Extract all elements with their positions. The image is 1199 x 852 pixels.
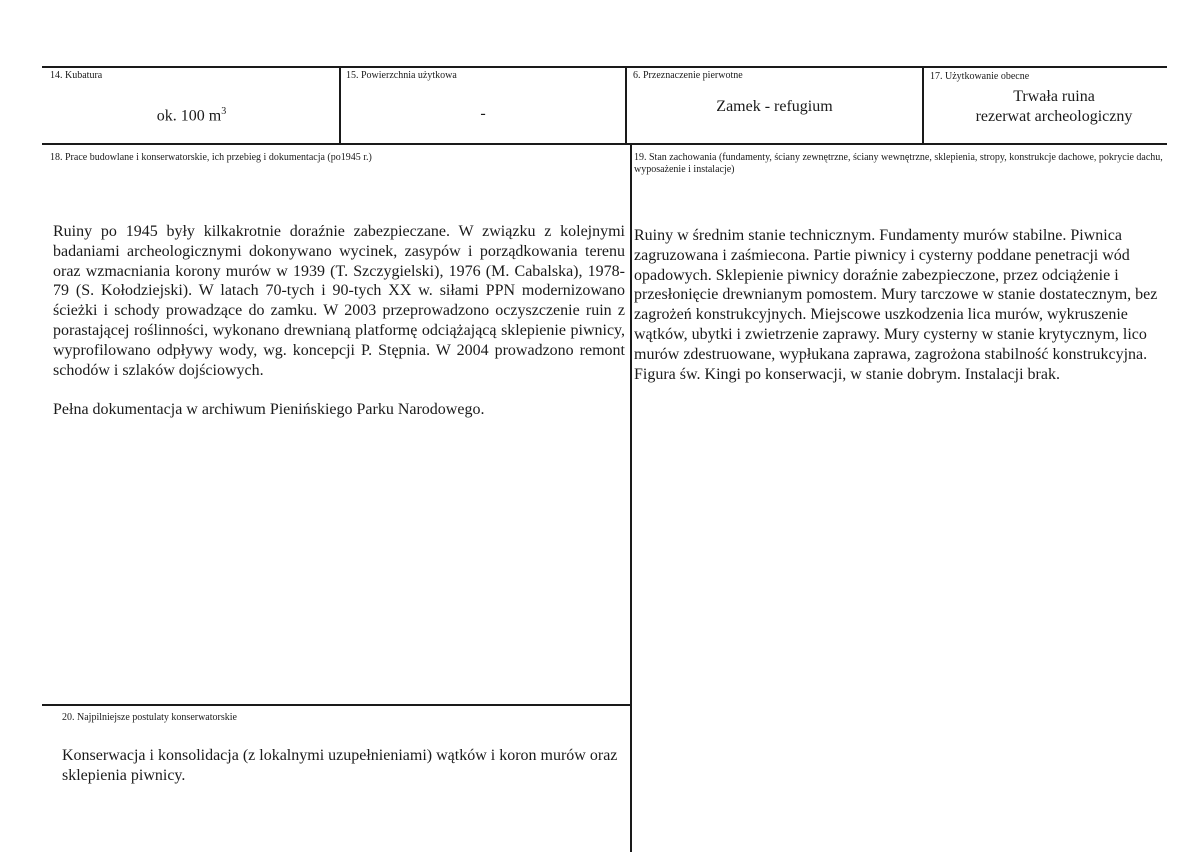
prace-label: 18. Prace budowlane i konserwatorskie, ich przebieg i dokumentacja (po1945 r.) <box>50 152 372 163</box>
kubatura-label: 14. Kubatura <box>50 70 103 81</box>
row1-bottom-border <box>42 143 1167 145</box>
prace-paragraph-2: Pełna dokumentacja w archiwum Pienińskiego Parku Narodowego. <box>53 401 485 419</box>
prace-paragraph-1: Ruiny po 1945 były kilkakrotnie doraźnie zabezpieczane. W związku z kolejnymi badaniami archeologicznymi dokonywano wycinek, zasypów i porządkowania terenu oraz wzmacniania korony murów w 1939 (T. Szczygielski), 1976 (M. Cabalska), 1978-79 (S. Kołodziejski). W latach 70-tych i 90-tych XX w. siłami PPN modernizowano ścieżki i schody prowadzące do zamku. W 2003 przeprowadzono oczyszczenie ruin z porastającej roślinności, wykonano drewnianą platformę odciążającą sklepienie piwnicy, wyprofilowano odpływy wody, wg. koncepcji P. Stępnia. W 2004 prowadzono remont schodów i szlaków dojściowych. <box>53 223 625 379</box>
kubatura-superscript: 3 <box>221 106 227 117</box>
kubatura-value-text: ok. 100 m <box>156 107 222 125</box>
stan-text: Ruiny w średnim stanie technicznym. Fundamenty murów stabilne. Piwnica zagruzowana i zaśmiecona. Partie piwnicy i cysterny poddane penetracji wód opadowych. Sklepienie piwnicy doraźnie zabezpieczone, przez odciążenie i przesłonięcie drewnianym pomostem. Mury tarczowe w stanie dostatecznym, bez zagrożeń konstrukcyjnych. Miejscowe uszkodzenia lica murów, wykruszenie wątków, ubytki i zwietrzenie zaprawy. Mury cysterny w stanie krytycznym, lico murów zdestruowane, wypłukana zaprawa, zagrożona stabilność konstrukcyjna. Figura św. Kingi po konserwacji, w stanie dobrym. Instalacji brak. <box>634 227 1158 383</box>
uzytkowanie-label: 17. Użytkowanie obecne <box>930 71 1030 82</box>
uzytkowanie-value-line1: Trwała ruina <box>1013 88 1095 105</box>
stan-label: 19. Stan zachowania (fundamenty, ściany zewnętrzne, ściany wewnętrzne, sklepienia, stropy, konstrukcje dachowe, pokrycie dachu, wyposażenie i instalacje) <box>634 152 1163 175</box>
prace-text <box>53 222 625 420</box>
postulaty-top-border <box>42 704 632 706</box>
powierzchnia-label: 15. Powierzchnia użytkowa <box>346 70 457 81</box>
top-border <box>42 66 1167 68</box>
uzytkowanie-value-line2: rezerwat archeologiczny <box>975 108 1133 125</box>
postulaty-label: 20. Najpilniejsze postulaty konserwatorskie <box>62 712 237 723</box>
powierzchnia-value: - <box>480 105 486 122</box>
przeznaczenie-label: 6. Przeznaczenie pierwotne <box>633 70 743 81</box>
postulaty-text: Konserwacja i konsolidacja (z lokalnymi uzupełnieniami) wątków i koron murów oraz sklepienia piwnicy. <box>62 747 618 784</box>
main-vertical-divider <box>630 143 632 852</box>
przeznaczenie-value: Zamek - refugium <box>716 98 833 115</box>
kubatura-value <box>44 102 339 125</box>
